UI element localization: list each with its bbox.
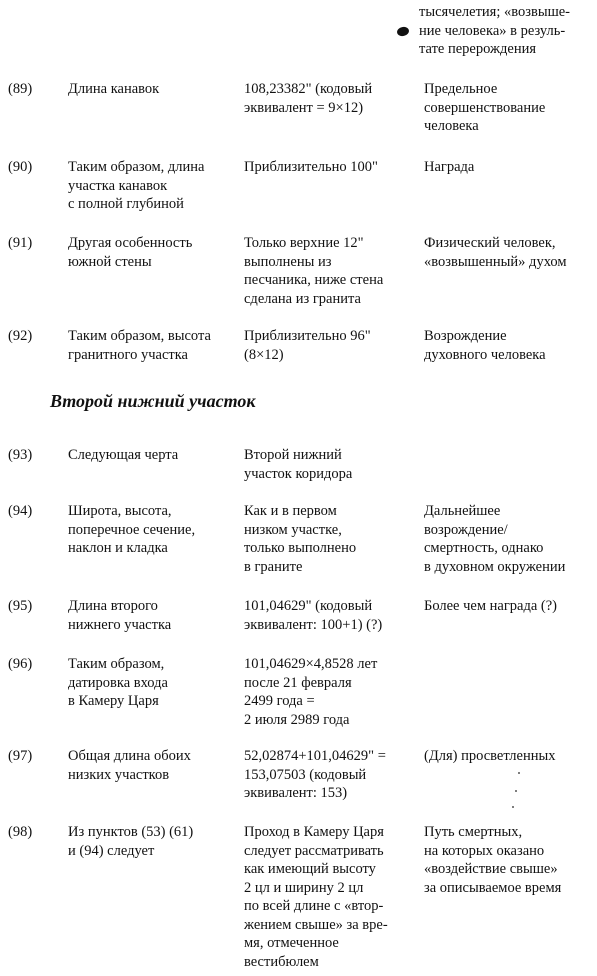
feature-cell-line: южной стены bbox=[68, 253, 152, 270]
meaning-cell-line: Возрождение bbox=[424, 328, 507, 344]
value-cell-line: Как и в первом bbox=[244, 503, 337, 519]
value-cell bbox=[244, 446, 420, 483]
fragment-line: тысячелетия; «возвыше- bbox=[419, 4, 570, 20]
row-number bbox=[8, 747, 48, 766]
value-cell bbox=[244, 655, 420, 729]
value-cell-line: низком участке, bbox=[244, 521, 342, 538]
value-cell-line: 153,07503 (кодовый bbox=[244, 766, 367, 783]
value-cell-line: мя, отмеченное bbox=[244, 935, 339, 951]
continued-text-fragment bbox=[419, 3, 594, 59]
meaning-cell-line: Более чем награда (?) bbox=[424, 598, 558, 614]
value-cell-line: сделана из гранита bbox=[244, 290, 361, 307]
feature-cell-line: Таким образом, высота bbox=[68, 328, 211, 344]
value-cell bbox=[244, 234, 420, 308]
meaning-cell bbox=[424, 158, 596, 177]
meaning-cell-line: Дальнейшее bbox=[424, 503, 501, 519]
row-number bbox=[8, 158, 48, 177]
value-cell-line: эквивалент: 100+1) (?) bbox=[244, 616, 383, 633]
row-number bbox=[8, 502, 48, 521]
feature-cell-line: Длина второго bbox=[68, 598, 158, 614]
feature-cell bbox=[68, 597, 240, 634]
value-cell-line: 2 июля 2989 года bbox=[244, 711, 350, 728]
meaning-cell-line: возрождение/ bbox=[424, 521, 508, 538]
value-cell-line: в граните bbox=[244, 558, 303, 575]
feature-cell bbox=[68, 327, 240, 364]
meaning-cell-line: совершенствование bbox=[424, 99, 546, 116]
value-cell-line: эквивалент = 9×12) bbox=[244, 99, 364, 116]
feature-cell-line: Длина канавок bbox=[68, 81, 160, 97]
feature-cell bbox=[68, 502, 240, 558]
row-number-line: (91) bbox=[8, 235, 33, 251]
feature-cell-line: низких участков bbox=[68, 766, 170, 783]
value-cell bbox=[244, 158, 420, 177]
feature-cell-line: Другая особенность bbox=[68, 235, 193, 251]
meaning-cell bbox=[424, 502, 596, 576]
value-cell-line: вестибюлем bbox=[244, 953, 319, 970]
meaning-cell-line: Путь смертных, bbox=[424, 824, 523, 840]
value-cell-line: следует рассматривать bbox=[244, 842, 384, 859]
row-number-line: (96) bbox=[8, 656, 33, 672]
value-cell-line: (8×12) bbox=[244, 346, 284, 363]
value-cell-line: после 21 февраля bbox=[244, 674, 352, 691]
feature-cell bbox=[68, 823, 240, 860]
value-cell-line: 2 цл и ширину 2 цл bbox=[244, 879, 364, 896]
value-cell-line: 2499 года = bbox=[244, 693, 315, 709]
meaning-cell-line: Предельное bbox=[424, 81, 498, 97]
row-number-line: (92) bbox=[8, 328, 33, 344]
value-cell-line: Проход в Камеру Царя bbox=[244, 824, 384, 840]
value-cell bbox=[244, 747, 420, 803]
feature-cell bbox=[68, 655, 240, 711]
feature-cell-line: и (94) следует bbox=[68, 842, 155, 859]
feature-cell-line: Общая длина обоих bbox=[68, 748, 191, 764]
value-cell-line: жением свыше» за вре- bbox=[244, 916, 388, 933]
meaning-cell bbox=[424, 747, 596, 766]
fragment-line: тате перерождения bbox=[419, 41, 537, 57]
row-number bbox=[8, 80, 48, 99]
row-number bbox=[8, 234, 48, 253]
feature-cell bbox=[68, 158, 240, 214]
value-cell-line: Второй нижний bbox=[244, 447, 342, 463]
meaning-cell bbox=[424, 327, 596, 364]
feature-cell bbox=[68, 446, 240, 465]
row-number-line: (94) bbox=[8, 503, 33, 519]
meaning-cell-line: духовного человека bbox=[424, 346, 546, 363]
meaning-cell-line: на которых оказано bbox=[424, 842, 545, 859]
meaning-cell-line: за описываемое время bbox=[424, 879, 562, 896]
feature-cell-line: Таким образом, bbox=[68, 656, 165, 672]
value-cell-line: Приблизительно 100" bbox=[244, 159, 378, 175]
feature-cell bbox=[68, 234, 240, 271]
section-heading: Второй нижний участок bbox=[50, 391, 256, 411]
feature-cell-line: Следующая черта bbox=[68, 447, 179, 463]
value-cell-line: участок коридора bbox=[244, 465, 353, 482]
feature-cell bbox=[68, 747, 240, 784]
value-cell bbox=[244, 823, 420, 971]
row-number bbox=[8, 327, 48, 346]
value-cell-line: 101,04629" (кодовый bbox=[244, 598, 373, 614]
meaning-cell-line: смертность, однако bbox=[424, 540, 544, 556]
value-cell bbox=[244, 502, 420, 576]
value-cell-line: как имеющий высоту bbox=[244, 861, 376, 877]
row-number-line: (93) bbox=[8, 447, 33, 463]
value-cell-line: только выполнено bbox=[244, 540, 357, 556]
row-number-line: (98) bbox=[8, 824, 33, 840]
meaning-cell bbox=[424, 80, 596, 136]
meaning-cell-line: (Для) просветленных bbox=[424, 748, 556, 764]
scan-speck bbox=[512, 806, 514, 808]
value-cell bbox=[244, 597, 420, 634]
ink-blot bbox=[396, 26, 410, 37]
scan-speck bbox=[518, 772, 520, 774]
meaning-cell-line: человека bbox=[424, 118, 479, 134]
value-cell-line: 52,02874+101,04629" = bbox=[244, 748, 386, 764]
row-number bbox=[8, 823, 48, 842]
feature-cell-line: гранитного участка bbox=[68, 346, 188, 363]
feature-cell-line: нижнего участка bbox=[68, 616, 172, 633]
value-cell-line: Приблизительно 96" bbox=[244, 328, 371, 344]
value-cell-line: песчаника, ниже стена bbox=[244, 272, 384, 288]
value-cell-line: эквивалент: 153) bbox=[244, 785, 348, 801]
row-number bbox=[8, 655, 48, 674]
feature-cell-line: Таким образом, длина bbox=[68, 159, 205, 175]
value-cell bbox=[244, 327, 420, 364]
feature-cell-line: участка канавок bbox=[68, 177, 168, 194]
row-number bbox=[8, 597, 48, 616]
value-cell-line: 101,04629×4,8528 лет bbox=[244, 656, 378, 672]
meaning-cell-line: «воздействие свыше» bbox=[424, 861, 558, 877]
row-number bbox=[8, 446, 48, 465]
value-cell-line: выполнены из bbox=[244, 253, 332, 270]
feature-cell-line: Широта, высота, bbox=[68, 503, 172, 519]
meaning-cell-line: в духовном окружении bbox=[424, 558, 566, 575]
feature-cell-line: Из пунктов (53) (61) bbox=[68, 824, 194, 840]
meaning-cell-line: «возвышенный» духом bbox=[424, 253, 567, 270]
feature-cell-line: датировка входа bbox=[68, 674, 168, 691]
feature-cell-line: наклон и кладка bbox=[68, 540, 168, 556]
meaning-cell-line: Физический человек, bbox=[424, 235, 556, 251]
scan-speck bbox=[515, 790, 517, 792]
value-cell-line: 108,23382" (кодовый bbox=[244, 81, 373, 97]
row-number-line: (89) bbox=[8, 81, 33, 97]
row-number-line: (90) bbox=[8, 159, 33, 175]
value-cell bbox=[244, 80, 420, 117]
row-number-line: (95) bbox=[8, 598, 33, 614]
meaning-cell bbox=[424, 597, 596, 616]
feature-cell-line: поперечное сечение, bbox=[68, 521, 196, 538]
fragment-line: ние человека» в резуль- bbox=[419, 22, 566, 39]
feature-cell-line: с полной глубиной bbox=[68, 196, 184, 212]
value-cell-line: Только верхние 12" bbox=[244, 235, 364, 251]
meaning-cell bbox=[424, 823, 596, 897]
row-number-line: (97) bbox=[8, 748, 33, 764]
feature-cell bbox=[68, 80, 240, 99]
value-cell-line: по всей длине с «втор- bbox=[244, 898, 384, 914]
feature-cell-line: в Камеру Царя bbox=[68, 693, 159, 709]
meaning-cell-line: Награда bbox=[424, 159, 475, 175]
meaning-cell bbox=[424, 234, 596, 271]
